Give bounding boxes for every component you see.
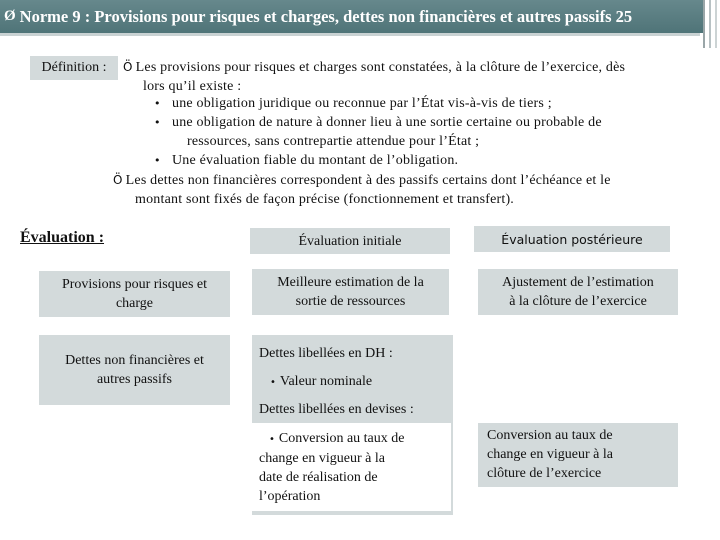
bullet-icon: • <box>154 154 161 167</box>
devises-heading: Dettes libellées en devises : <box>259 402 414 417</box>
dh-item <box>270 372 372 392</box>
pointer-icon: Ö <box>123 60 133 74</box>
devises-item <box>252 423 451 511</box>
bullet-icon: • <box>270 377 276 388</box>
dh-heading: Dettes libellées en DH : <box>259 346 393 361</box>
definition-text: montant sont fixés de façon précise (fonctionnement et transfert). <box>135 191 515 207</box>
definition-text: lors qu’il existe : <box>143 78 242 94</box>
devises-item-text: Conversion au taux de <box>278 431 405 446</box>
column-header-posterior: Évaluation postérieure <box>474 226 670 252</box>
row-label-text: Dettes non financières et <box>65 353 204 368</box>
cell-text: sortie de ressources <box>295 294 406 309</box>
cell-text: à la clôture de l’exercice <box>509 294 647 309</box>
bullet-text: une obligation de nature à donner lieu à une sortie certaine ou probable de <box>172 115 602 130</box>
cell-text: change en vigueur à la <box>487 447 613 462</box>
title-underline <box>0 33 700 36</box>
bullet-item: une obligation juridique ou reconnue par l’État vis-à-vis de tiers ; <box>172 96 552 111</box>
cell-text: Conversion au taux de <box>487 428 613 443</box>
cell-initial-dettes <box>252 335 453 515</box>
arrow-bullet-icon: Ø <box>4 8 16 24</box>
slide-title: Norme 9 : Provisions pour risques et charges, dettes non financières et autres passifs 25 <box>19 6 633 26</box>
row-label-text: charge <box>115 296 154 311</box>
row-label-dettes <box>39 335 230 405</box>
pointer-icon: Ö <box>113 173 123 187</box>
devises-item-text: date de réalisation de <box>259 470 378 485</box>
definition-para2 <box>113 171 713 209</box>
definition-text: Les provisions pour risques et charges sont constatées, à la clôture de l’exercice, dès <box>135 60 626 75</box>
dh-item-text: Valeur nominale <box>279 374 373 389</box>
devises-item-text: change en vigueur à la <box>259 451 385 466</box>
evaluation-title: Évaluation : <box>20 229 105 246</box>
bullet-icon: • <box>154 97 161 110</box>
definition-label: Définition : <box>30 56 118 80</box>
cell-text: Ajustement de l’estimation <box>502 275 654 290</box>
cell-text: Meilleure estimation de la <box>277 275 424 290</box>
cell-posterior-dettes <box>478 423 678 487</box>
row-label-text: Provisions pour risques et <box>61 277 208 292</box>
bullet-text: ressources, sans contrepartie attendue pour l’État ; <box>187 133 480 149</box>
row-label-provisions <box>39 271 230 317</box>
cell-text: clôture de l’exercice <box>487 466 602 481</box>
devises-item-text: l’opération <box>259 489 321 504</box>
bullet-icon: • <box>154 116 161 129</box>
cell-posterior-provisions <box>478 269 678 315</box>
definition-text: Les dettes non financières correspondent à des passifs certains dont l’échéance et le <box>125 173 611 188</box>
definition-para1 <box>123 58 703 96</box>
bullet-item: Une évaluation fiable du montant de l’obligation. <box>172 153 459 168</box>
bullet-icon: • <box>269 434 275 445</box>
slide-title-bar <box>0 0 704 33</box>
cell-initial-provisions <box>252 269 449 315</box>
column-header-initial: Évaluation initiale <box>250 228 450 254</box>
bullet-item <box>172 114 602 151</box>
row-label-text: autres passifs <box>96 372 173 387</box>
decorative-edge-lines <box>700 0 720 48</box>
